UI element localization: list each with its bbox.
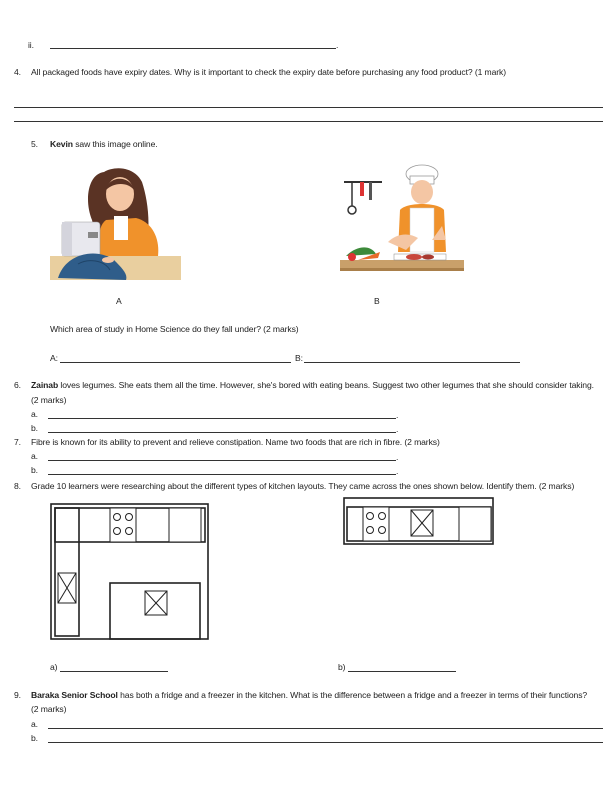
q9-marks: (2 marks) bbox=[31, 704, 67, 714]
q5-number: 5. bbox=[31, 139, 38, 149]
q6-answer-b-line[interactable] bbox=[48, 432, 396, 433]
q7-answer-a-line[interactable] bbox=[48, 460, 396, 461]
q6-a-end: . bbox=[396, 410, 399, 420]
q9-b-label: b. bbox=[31, 733, 38, 743]
q7-b-label: b. bbox=[31, 465, 38, 475]
q7-a-label: a. bbox=[31, 451, 38, 461]
q7-text: Fibre is known for its ability to prevent and relieve constipation. Name two foods that are rich in fibre. (2 marks) bbox=[31, 437, 440, 447]
q6-b-label: b. bbox=[31, 423, 38, 433]
q6-answer-a-line[interactable] bbox=[48, 418, 396, 419]
q9-body: has both a fridge and a freezer in the kitchen. What is the difference between a fridge and a freezer in terms of their functions? bbox=[117, 690, 588, 700]
q7-b-end: . bbox=[396, 466, 399, 476]
q5-answer-b-line[interactable] bbox=[304, 362, 520, 363]
q3-answer-line[interactable] bbox=[50, 48, 336, 49]
q9-answer-a-line[interactable] bbox=[48, 728, 603, 729]
q4-answer-line-2[interactable] bbox=[14, 121, 603, 122]
q6-name: Zainab bbox=[31, 380, 59, 390]
q9-answer-b-line[interactable] bbox=[48, 742, 603, 743]
q8-answer-a-label: a) bbox=[50, 662, 58, 672]
q9-text bbox=[31, 690, 587, 700]
q7-a-end: . bbox=[396, 452, 399, 462]
q9-a-label: a. bbox=[31, 719, 38, 729]
q5-question: Which area of study in Home Science do they fall under? (2 marks) bbox=[50, 324, 299, 334]
q9-name: Baraka Senior School bbox=[31, 690, 118, 700]
q9-number: 9. bbox=[14, 690, 21, 700]
q5-text: saw this image online. bbox=[72, 139, 158, 149]
q5-answer-a-line[interactable] bbox=[60, 362, 291, 363]
one-wall-kitchen-diagram bbox=[343, 497, 495, 547]
q8-number: 8. bbox=[14, 481, 21, 491]
q8-answer-a-line[interactable] bbox=[60, 671, 168, 672]
q8-answer-b-line[interactable] bbox=[348, 671, 456, 672]
q5-name: Kevin bbox=[50, 139, 73, 149]
q4-text: All packaged foods have expiry dates. Why is it important to check the expiry date before purchasing any food product? (1 mark) bbox=[31, 67, 507, 77]
q5-intro bbox=[50, 139, 158, 149]
sewing-illustration bbox=[48, 160, 183, 282]
q4-answer-line-1[interactable] bbox=[14, 107, 603, 108]
q6-number: 6. bbox=[14, 380, 21, 390]
q6-b-end: . bbox=[396, 424, 399, 434]
image-b-label: B bbox=[374, 296, 380, 306]
q5-answer-b-label: B: bbox=[295, 353, 303, 363]
q5-answer-a-label: A: bbox=[50, 353, 58, 363]
q3-line-end: . bbox=[336, 40, 339, 50]
q8-text: Grade 10 learners were researching about the different types of kitchen layouts. They came across the ones shown below. Identify them. (2 marks) bbox=[31, 481, 575, 491]
l-shaped-kitchen-diagram bbox=[50, 503, 210, 641]
q6-text bbox=[31, 380, 594, 390]
q6-body: loves legumes. She eats them all the time. However, she's bored with eating beans. Suggest two other legumes that she should consider taking. bbox=[58, 380, 594, 390]
q6-marks: (2 marks) bbox=[31, 395, 67, 405]
q6-a-label: a. bbox=[31, 409, 38, 419]
q7-number: 7. bbox=[14, 437, 21, 447]
q3-item-number: ii. bbox=[28, 40, 34, 50]
q7-answer-b-line[interactable] bbox=[48, 474, 396, 475]
q4-number: 4. bbox=[14, 67, 21, 77]
image-a-label: A bbox=[116, 296, 122, 306]
chef-illustration bbox=[336, 160, 468, 282]
q8-answer-b-label: b) bbox=[338, 662, 346, 672]
